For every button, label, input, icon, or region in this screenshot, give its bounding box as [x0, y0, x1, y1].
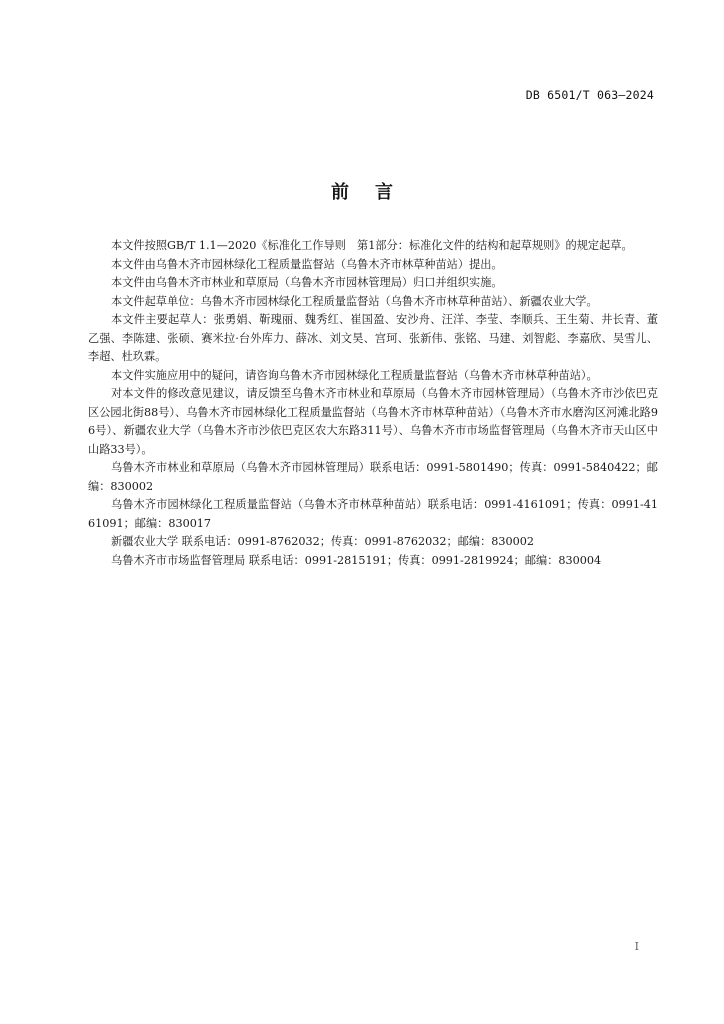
document-code: DB 6501/T 063—2024 [525, 88, 654, 102]
contact-forestry-bureau: 乌鲁木齐市林业和草原局（乌鲁木齐市园林管理局）联系电话：0991-5801490；传真：0991-5840422；邮编：830002 [88, 461, 658, 493]
paragraph-feedback: 对本文件的修改意见建议，请反馈至乌鲁木齐市林业和草原局（乌鲁木齐市园林管理局）（乌鲁木齐市沙依巴克区公园北街88号）、乌鲁木齐市园林绿化工程质量监督站（乌鲁木齐市林草种苗站）（乌鲁木齐市水磨沟区河滩北路96号）、新疆农业大学（乌鲁木齐市沙依巴克区农大东路311号）、乌鲁木齐市市场监督管理局（乌鲁木齐市天山区中山路33号）。 [88, 387, 658, 456]
paragraph-drafting-rules: 本文件按照GB/T 1.1—2020《标准化工作导则 第1部分：标准化文件的结构和起草规则》的规定起草。 [111, 239, 633, 252]
paragraph-administrator: 本文件由乌鲁木齐市林业和草原局（乌鲁木齐市园林管理局）归口并组织实施。 [111, 276, 503, 289]
page-number: I [634, 940, 639, 953]
paragraph-drafters: 本文件主要起草人：张勇娟、靳瑰丽、魏秀红、崔国盈、安沙舟、汪洋、李莹、李顺兵、王生菊、井长青、董乙强、李陈建、张硕、赛米拉·台外库力、薛冰、刘文昊、宫珂、张新伟、张铭、马建、刘智彪、李嘉欣、吴雪儿、李超、杜玖霖。 [88, 313, 658, 363]
page-title: 前言 [331, 182, 419, 203]
foreword-body [88, 237, 658, 570]
paragraph-proposer: 本文件由乌鲁木齐市园林绿化工程质量监督站（乌鲁木齐市林草种苗站）提出。 [111, 257, 503, 271]
contact-market-supervision: 乌鲁木齐市市场监督管理局 联系电话：0991-2815191；传真：0991-2819924；邮编：830004 [111, 553, 602, 567]
paragraph-inquiries: 本文件实施应用中的疑问，请咨询乌鲁木齐市园林绿化工程质量监督站（乌鲁木齐市林草种苗站）。 [111, 368, 598, 382]
paragraph-drafting-units: 本文件起草单位：乌鲁木齐市园林绿化工程质量监督站（乌鲁木齐市林草种苗站）、新疆农业大学。 [111, 294, 598, 308]
contact-quality-station: 乌鲁木齐市园林绿化工程质量监督站（乌鲁木齐市林草种苗站）联系电话：0991-4161091；传真：0991-4161091；邮编：830017 [88, 498, 658, 530]
contact-agricultural-university: 新疆农业大学 联系电话：0991-8762032；传真：0991-8762032；邮编：830002 [111, 535, 534, 548]
